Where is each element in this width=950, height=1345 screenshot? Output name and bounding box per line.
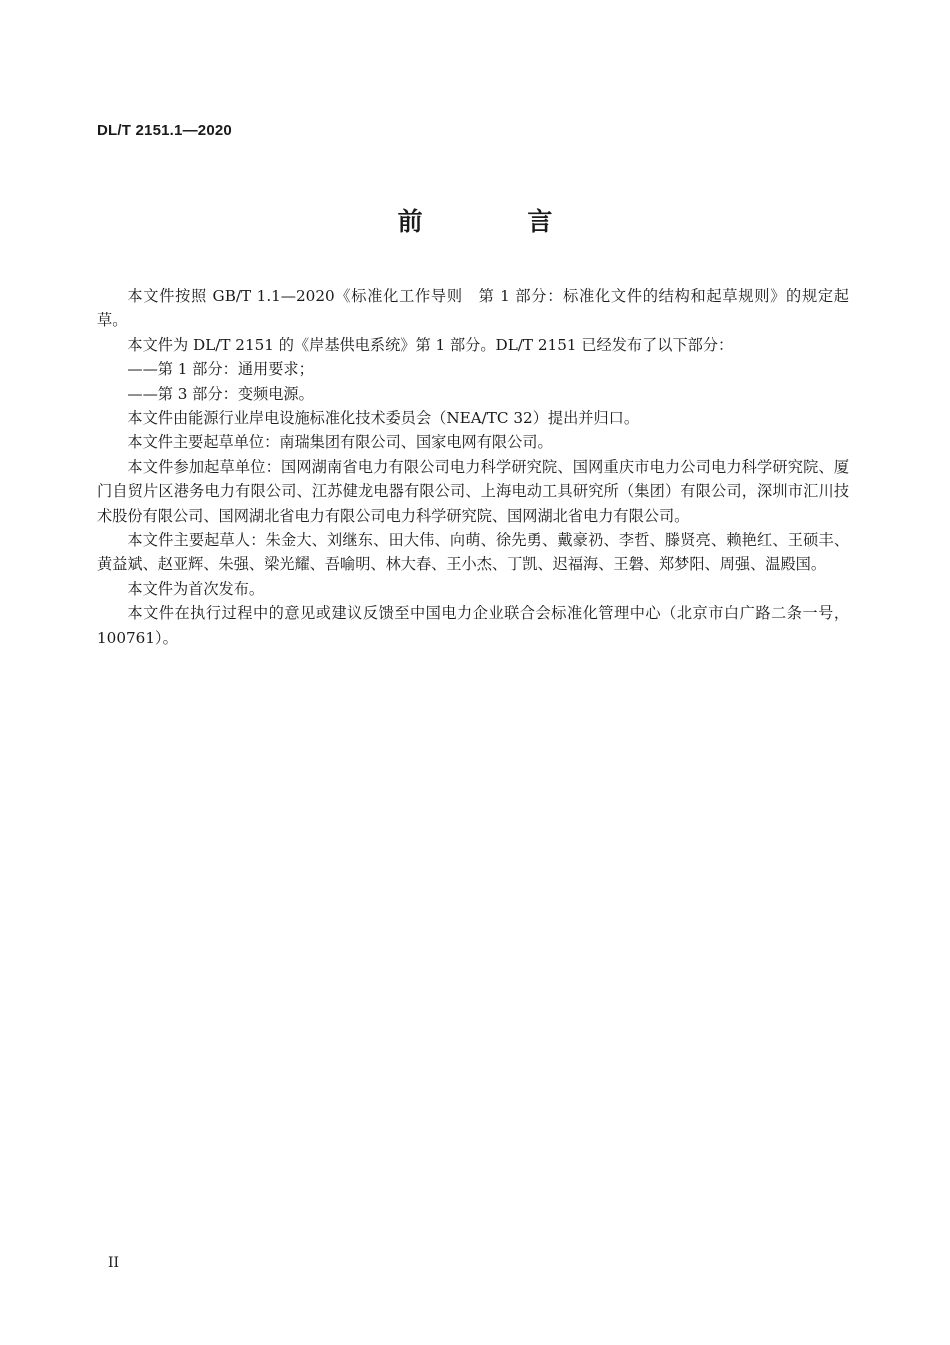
- foreword-body: [97, 284, 849, 650]
- list-item-part-3: ——第 3 部分：变频电源。: [127, 384, 314, 403]
- paragraph-main-drafting-units: 本文件主要起草单位：南瑞集团有限公司、国家电网有限公司。: [127, 433, 553, 452]
- page-title: 前 言: [397, 207, 601, 236]
- page-number: II: [108, 1255, 120, 1271]
- paragraph-proposer: 本文件由能源行业岸电设施标准化技术委员会（NEA/TC 32）提出并归口。: [127, 409, 640, 428]
- paragraph-first-release: 本文件为首次发布。: [127, 579, 265, 598]
- paragraph-drafting-rules: 本文件按照 GB/T 1.1—2020《标准化工作导则 第 1 部分：标准化文件的结构和起草规则》的规定起草。: [97, 287, 849, 330]
- paragraph-feedback: 本文件在执行过程中的意见或建议反馈至中国电力企业联合会标准化管理中心（北京市白广路二条一号，100761）。: [97, 604, 849, 647]
- list-item-part-1: ——第 1 部分：通用要求；: [127, 360, 314, 379]
- paragraph-main-drafters: 本文件主要起草人：朱金大、刘继东、田大伟、向萌、徐先勇、戴豪礽、李哲、滕贤亮、赖艳红、王硕丰、黄益斌、赵亚辉、朱强、梁光耀、吾喻明、林大春、王小杰、丁凯、迟福海、王磐、郑梦阳、周强、温殿国。: [97, 531, 849, 574]
- paragraph-participating-units: 本文件参加起草单位：国网湖南省电力有限公司电力科学研究院、国网重庆市电力公司电力科学研究院、厦门自贸片区港务电力有限公司、江苏健龙电器有限公司、上海电动工具研究所（集团）有限公司，深圳市汇川技术股份有限公司、国网湖北省电力有限公司电力科学研究院、国网湖北省电力有限公司。: [97, 457, 849, 525]
- paragraph-series-parts: 本文件为 DL/T 2151 的《岸基供电系统》第 1 部分。DL/T 2151 已经发布了以下部分：: [127, 335, 734, 354]
- document-code: DL/T 2151.1—2020: [97, 122, 232, 139]
